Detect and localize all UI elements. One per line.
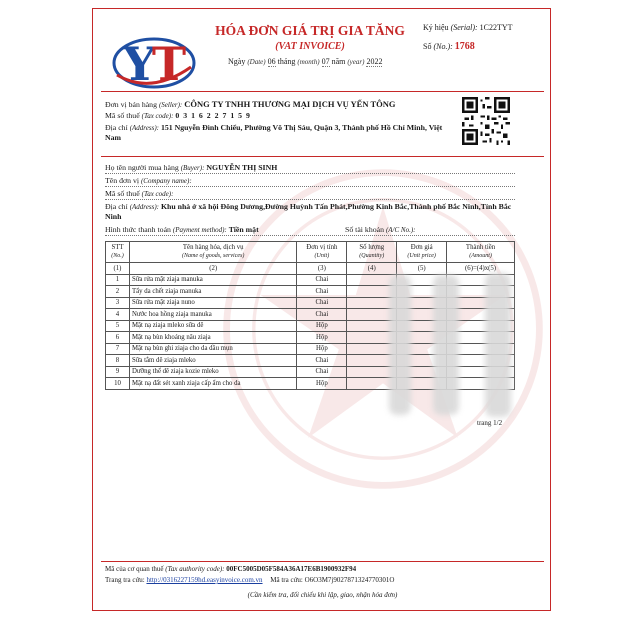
account-number-label: Số tài khoản (A/C No.): [345,225,416,234]
table-row: 4 Nước hoa hồng ziaja manuka Chai [106,309,515,321]
invoice-sheet [92,8,551,611]
seller-address: 151 Nguyễn Đình Chiểu, Phường Võ Thị Sáu, Quận 3, Thành phố Hồ Chí Minh, Việt Nam [105,123,443,142]
buyer-name-line: Họ tên người mua hàng (Buyer): NGUYỄN THỊ SINH [105,163,515,174]
payment-line: Hình thức thanh toán (Payment method): Tiền mặt Số tài khoản (A/C No.): [105,225,515,236]
invoice-subtitle: (VAT INVOICE) [275,41,345,52]
date-day: 06 [267,57,276,66]
redaction-quantity [389,275,411,415]
header-unit-price: Đơn giá (Unit price) [397,242,447,263]
payment-method: Tiền mặt [228,225,259,234]
lookup-line: Trang tra cứu: http://0316227159hd.easyinvoice.com.vn Mã tra cứu: O6O3M7j9027871324770301O [105,576,395,584]
footer-divider [101,561,544,562]
buyer-address-line: Địa chỉ (Address): Khu nhà ở xã hội Đông Dương,Đường Huỳnh Tấn Phát,Phường Kinh Bắc,Thành phố Bắc Ninh,Tỉnh Bắc Ninh [105,202,512,221]
table-row: 9 Dưỡng thể dê ziaja kozie mleko Chai [106,366,515,378]
page-indicator: trang 1/2 [477,419,503,427]
buyer-tax-line: Mã số thuế (Tax code): [105,189,515,200]
header-divider [101,91,544,92]
company-logo [111,31,197,93]
table-header-row [106,242,515,263]
buyer-name: NGUYỄN THỊ SINH [206,163,278,172]
tax-authority-line: Mã của cơ quan thuế (Tax authority code): 00FC5005D05F584A36A17E6B1900932F94 [105,565,357,573]
seller-address-line: Địa chỉ (Address): 151 Nguyễn Đình Chiểu, Phường Võ Thị Sáu, Quận 3, Thành phố Hồ Chí Minh, Việt Nam [105,123,443,142]
table-index-row: (1) (2) (3) (4) (5) (6)=(4)x(5) [106,263,515,275]
invoice-serial: Ký hiệu (Serial): 1C22TYT [423,23,513,32]
qr-code [462,97,510,145]
seller-tax-code: 0 3 1 6 2 2 7 1 5 9 [175,111,251,120]
invoice-date: Ngày (Date) 06 tháng (month) 07 năm (year) 2022 [228,57,383,66]
seller-tax-line: Mã số thuế (Tax code): 0 3 1 6 2 2 7 1 5 9 [105,111,251,120]
table-row: 3 Sữa rửa mặt ziaja nuno Chai [106,297,515,309]
invoice-title: HÓA ĐƠN GIÁ TRỊ GIA TĂNG [215,23,405,38]
table-row: 5 Mặt nạ ziaja mleko sữa dê Hộp [106,320,515,332]
table-row: 7 Mặt nạ bùn ghi ziaja cho da dầu mụn Hộp [106,343,515,355]
table-row: 8 Sữa tắm dê ziaja mleko Chai [106,355,515,367]
table-row: 2 Tẩy da chết ziaja manuka Chai [106,286,515,298]
date-year: 2022 [366,57,383,66]
logo-letters: YT [123,37,183,91]
seller-name: CÔNG TY TNHH THƯƠNG MẠI DỊCH VỤ YẾN TÔNG [184,99,396,109]
lookup-link[interactable]: http://0316227159hd.easyinvoice.com.vn [146,576,263,584]
table-row: 1 Sữa rửa mặt ziaja manuka Chai [106,274,515,286]
buyer-address: Khu nhà ở xã hội Đông Dương,Đường Huỳnh Tấn Phát,Phường Kinh Bắc,Thành phố Bắc Ninh,Tỉnh Bắc Ninh [105,202,512,221]
seller-divider [101,156,544,157]
header-no: STT (No.) [106,242,130,263]
date-month: 07 [321,57,330,66]
table-row: 6 Mặt nạ bùn khoáng nâu ziaja Hộp [106,332,515,344]
table-row: 10 Mặt nạ đất sét xanh ziaja cấp ẩm cho da Hộp [106,378,515,390]
lookup-code: O6O3M7j9027871324770301O [304,576,395,584]
seller-name-line: Đơn vị bán hàng (Seller): CÔNG TY TNHH THƯƠNG MẠI DỊCH VỤ YẾN TÔNG [105,99,396,109]
footer-note: (Cần kiểm tra, đối chiếu khi lập, giao, nhận hóa đơn) [247,591,398,599]
invoice-number: Số (No.): 1768 [423,41,475,52]
header-unit: Đơn vị tính (Unit) [297,242,347,263]
redaction-unit-price [433,275,459,415]
redaction-amount [485,273,511,417]
header-quantity: Số lượng (Quantity) [347,242,397,263]
buyer-company-line: Tên đơn vị (Company name): [105,176,515,187]
tax-authority-code: 00FC5005D05F584A36A17E6B1900932F94 [226,565,357,573]
header-name: Tên hàng hóa, dịch vụ (Name of goods, services) [129,242,296,263]
header-amount: Thành tiền (Amount) [447,242,515,263]
